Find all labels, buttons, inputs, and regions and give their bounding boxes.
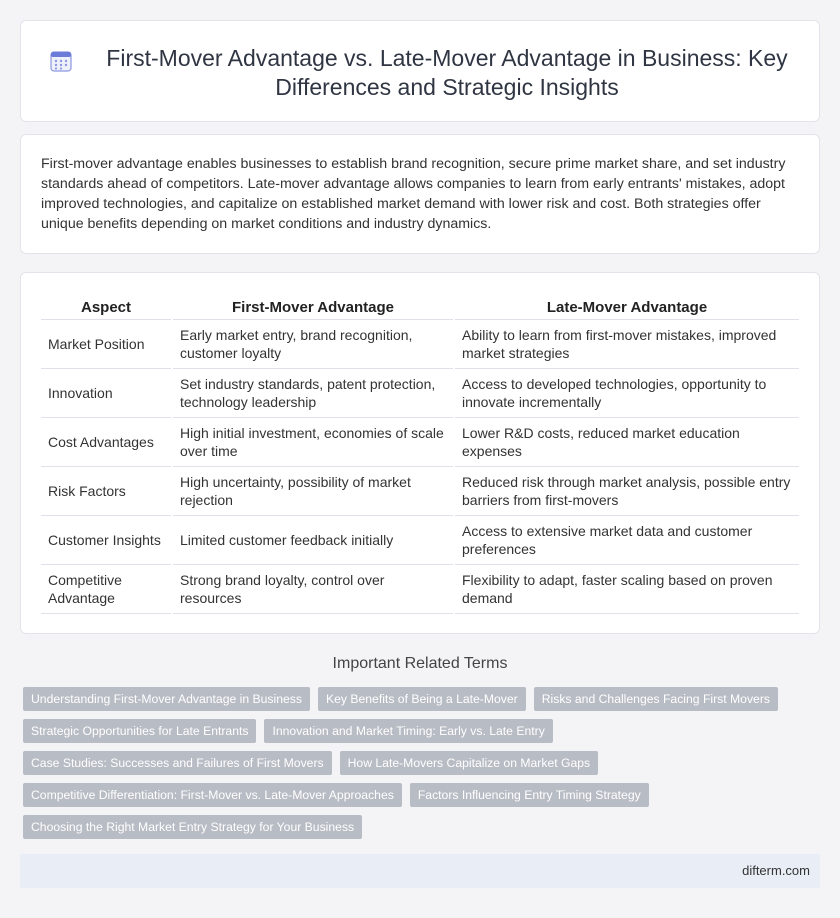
- late-mover-cell: Reduced risk through market analysis, possible entry barriers from first-movers: [454, 466, 799, 515]
- related-term-link[interactable]: Competitive Differentiation: First-Mover vs. Late-Mover Approaches: [23, 783, 402, 807]
- late-mover-cell: Access to developed technologies, opportunity to innovate incrementally: [454, 368, 799, 417]
- late-mover-cell: Ability to learn from first-mover mistakes, improved market strategies: [454, 319, 799, 368]
- table-header-row: [41, 295, 799, 319]
- first-mover-cell: High initial investment, economies of scale over time: [172, 417, 454, 466]
- related-term-link[interactable]: Choosing the Right Market Entry Strategy for Your Business: [23, 815, 362, 839]
- table-row: [41, 368, 799, 417]
- comparison-table-card: [20, 272, 820, 634]
- late-mover-cell: Lower R&D costs, reduced market education expenses: [454, 417, 799, 466]
- first-mover-cell: Limited customer feedback initially: [172, 515, 454, 564]
- summary-text: First-mover advantage enables businesses to establish brand recognition, secure prime market share, and set industry standards ahead of competitors. Late-mover advantage allows companies to learn from early entrants' mistakes, adopt improved technologies, and capitalize on established market demand with lower risk and cost. Both strategies offer unique benefits depending on market conditions and industry dynamics.: [41, 156, 786, 232]
- aspect-cell: Risk Factors: [41, 466, 172, 515]
- first-mover-cell: High uncertainty, possibility of market rejection: [172, 466, 454, 515]
- table-row: [41, 417, 799, 466]
- aspect-cell: Customer Insights: [41, 515, 172, 564]
- aspect-cell: Innovation: [41, 368, 172, 417]
- title-card: [20, 20, 820, 122]
- first-mover-cell: Early market entry, brand recognition, customer loyalty: [172, 319, 454, 368]
- related-terms-list: [23, 687, 803, 839]
- comparison-table: [41, 295, 799, 614]
- table-row: [41, 515, 799, 564]
- related-terms-heading: Important Related Terms: [332, 655, 508, 672]
- table-row: [41, 466, 799, 515]
- aspect-cell: Competitive Advantage: [41, 564, 172, 613]
- related-term-link[interactable]: Risks and Challenges Facing First Movers: [534, 687, 778, 711]
- first-mover-cell: Strong brand loyalty, control over resources: [172, 564, 454, 613]
- first-mover-cell: Set industry standards, patent protection, technology leadership: [172, 368, 454, 417]
- related-term-link[interactable]: Key Benefits of Being a Late-Mover: [318, 687, 526, 711]
- related-term-link[interactable]: How Late-Movers Capitalize on Market Gaps: [340, 751, 599, 775]
- aspect-cell: Market Position: [41, 319, 172, 368]
- page-title: First-Mover Advantage vs. Late-Mover Advantage in Business: Key Differences and Strategic Insights: [106, 45, 788, 100]
- related-term-link[interactable]: Strategic Opportunities for Late Entrants: [23, 719, 256, 743]
- table-row: [41, 564, 799, 613]
- related-term-link[interactable]: Case Studies: Successes and Failures of First Movers: [23, 751, 332, 775]
- table-row: [41, 319, 799, 368]
- header-first-mover: First-Mover Advantage: [172, 295, 454, 319]
- late-mover-cell: Flexibility to adapt, faster scaling based on proven demand: [454, 564, 799, 613]
- header-late-mover: Late-Mover Advantage: [454, 295, 799, 319]
- header-aspect: Aspect: [41, 295, 172, 319]
- footer: [20, 854, 820, 888]
- calendar-icon: [49, 49, 73, 73]
- late-mover-cell: Access to extensive market data and customer preferences: [454, 515, 799, 564]
- aspect-cell: Cost Advantages: [41, 417, 172, 466]
- summary-card: [20, 134, 820, 254]
- related-term-link[interactable]: Factors Influencing Entry Timing Strategy: [410, 783, 649, 807]
- footer-site-link[interactable]: difterm.com: [742, 863, 810, 878]
- related-term-link[interactable]: Innovation and Market Timing: Early vs. Late Entry: [264, 719, 552, 743]
- related-term-link[interactable]: Understanding First-Mover Advantage in Business: [23, 687, 310, 711]
